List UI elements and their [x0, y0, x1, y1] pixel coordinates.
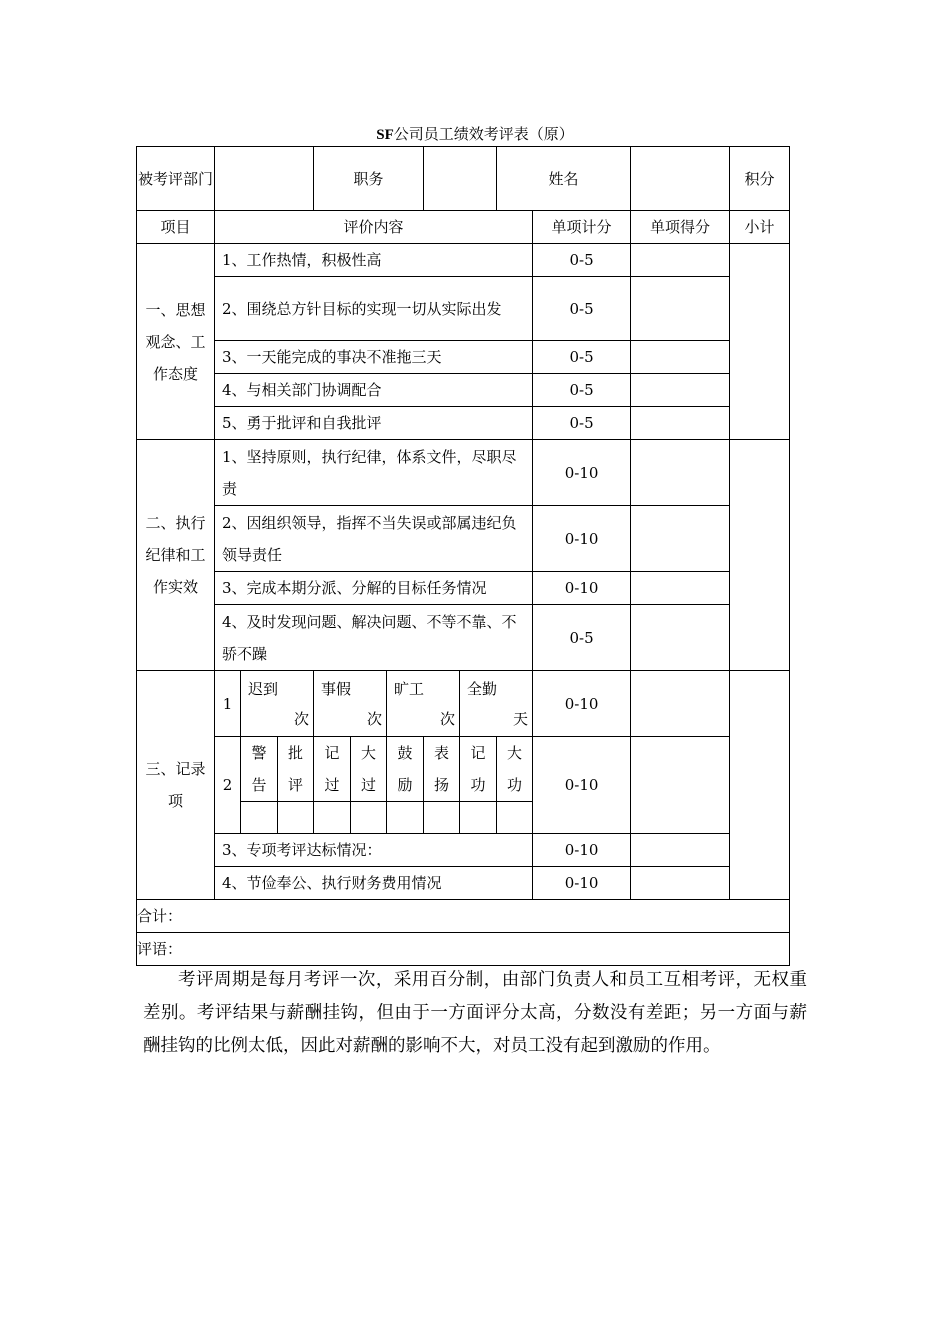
- header-row: [137, 147, 790, 211]
- position-field[interactable]: [424, 147, 497, 211]
- section1-score-3[interactable]: [631, 341, 730, 374]
- table-row: [137, 244, 790, 277]
- merit-count[interactable]: [460, 802, 497, 834]
- section1-item-5: 5、勇于批评和自我批评: [215, 407, 533, 440]
- section1-score-4[interactable]: [631, 374, 730, 407]
- major-demerit-label: 大过: [351, 737, 387, 802]
- late-unit: 次: [294, 709, 310, 728]
- section2-range-2: 0-10: [533, 506, 631, 572]
- demerit-count[interactable]: [314, 802, 351, 834]
- section3-score-4[interactable]: [631, 867, 730, 900]
- table-row: [137, 407, 790, 440]
- section3-range-1: 0-10: [533, 671, 631, 737]
- table-row: [137, 506, 790, 572]
- section2-range-4: 0-5: [533, 605, 631, 671]
- score-label: 积分: [730, 147, 790, 211]
- section3-score-3[interactable]: [631, 834, 730, 867]
- section2-subtotal[interactable]: [730, 440, 790, 671]
- table-row: [137, 440, 790, 506]
- encourage-count[interactable]: [387, 802, 424, 834]
- major-merit-count[interactable]: [497, 802, 533, 834]
- section2-item-3: 3、完成本期分派、分解的目标任务情况: [215, 572, 533, 605]
- section3-score-2[interactable]: [631, 737, 730, 834]
- section1-range-1: 0-5: [533, 244, 631, 277]
- table-row: [137, 277, 790, 341]
- section3-range-2: 0-10: [533, 737, 631, 834]
- encourage-label: 鼓励: [387, 737, 424, 802]
- section1-item-2: 2、围绕总方针目标的实现一切从实际出发: [215, 277, 533, 341]
- column-header-row: [137, 211, 790, 244]
- table-row: [137, 572, 790, 605]
- section3-item-4: 4、节俭奉公、执行财务费用情况: [215, 867, 533, 900]
- major-demerit-count[interactable]: [351, 802, 387, 834]
- section3-name: 三、记录项: [137, 671, 215, 900]
- col-subtotal: 小计: [730, 211, 790, 244]
- section1-subtotal[interactable]: [730, 244, 790, 440]
- section2-range-3: 0-10: [533, 572, 631, 605]
- section2-item-4: 4、及时发现问题、解决问题、不等不靠、不骄不躁: [215, 605, 533, 671]
- section3-range-3: 0-10: [533, 834, 631, 867]
- leave-cell[interactable]: [314, 671, 387, 737]
- col-max: 单项计分: [533, 211, 631, 244]
- warning-label: 警告: [241, 737, 278, 802]
- table-row: [137, 605, 790, 671]
- table-row: [137, 671, 790, 737]
- section1-score-1[interactable]: [631, 244, 730, 277]
- section1-name: 一、思想观念、工作态度: [137, 244, 215, 440]
- comment-row: [137, 933, 790, 966]
- section2-score-2[interactable]: [631, 506, 730, 572]
- dept-label: 被考评部门: [137, 147, 215, 211]
- section3-range-4: 0-10: [533, 867, 631, 900]
- criticism-count[interactable]: [278, 802, 314, 834]
- leave-label: 事假: [321, 679, 352, 698]
- table-row: [137, 341, 790, 374]
- section3-row1-num: 1: [215, 671, 241, 737]
- section1-item-3: 3、一天能完成的事决不准拖三天: [215, 341, 533, 374]
- late-cell[interactable]: [241, 671, 314, 737]
- section3-row2-num: 2: [215, 737, 241, 834]
- section3-subtotal[interactable]: [730, 671, 790, 900]
- section1-range-2: 0-5: [533, 277, 631, 341]
- section1-score-5[interactable]: [631, 407, 730, 440]
- section1-item-1: 1、工作热情，积极性高: [215, 244, 533, 277]
- leave-unit: 次: [367, 709, 383, 728]
- section3-item-3: 3、专项考评达标情况：: [215, 834, 533, 867]
- col-got: 单项得分: [631, 211, 730, 244]
- section1-range-3: 0-5: [533, 341, 631, 374]
- table-row: [137, 374, 790, 407]
- table-row: [137, 867, 790, 900]
- section3-score-1[interactable]: [631, 671, 730, 737]
- col-content: 评价内容: [215, 211, 533, 244]
- section2-item-2: 2、因组织领导，指挥不当失误或部属违纪负领导责任: [215, 506, 533, 572]
- section2-range-1: 0-10: [533, 440, 631, 506]
- full-attendance-unit: 天: [513, 709, 529, 728]
- position-label: 职务: [314, 147, 424, 211]
- table-row: [137, 737, 790, 802]
- warning-count[interactable]: [241, 802, 278, 834]
- title-text: 公司员工绩效考评表（原）: [393, 125, 574, 143]
- criticism-label: 批评: [278, 737, 314, 802]
- total-row: [137, 900, 790, 933]
- section2-item-1: 1、坚持原则，执行纪律，体系文件，尽职尽责: [215, 440, 533, 506]
- section1-item-4: 4、与相关部门协调配合: [215, 374, 533, 407]
- full-attendance-cell[interactable]: [460, 671, 533, 737]
- section2-score-3[interactable]: [631, 572, 730, 605]
- section1-score-2[interactable]: [631, 277, 730, 341]
- evaluation-table: [136, 146, 790, 966]
- title-prefix: SF: [376, 127, 394, 143]
- section1-range-4: 0-5: [533, 374, 631, 407]
- merit-label: 记功: [460, 737, 497, 802]
- major-merit-label: 大功: [497, 737, 533, 802]
- absent-label: 旷工: [394, 679, 425, 698]
- demerit-label: 记过: [314, 737, 351, 802]
- name-label: 姓名: [497, 147, 631, 211]
- section2-score-1[interactable]: [631, 440, 730, 506]
- praise-count[interactable]: [424, 802, 460, 834]
- absent-unit: 次: [440, 709, 456, 728]
- absent-cell[interactable]: [387, 671, 460, 737]
- section2-name: 二、执行纪律和工作实效: [137, 440, 215, 671]
- section1-range-5: 0-5: [533, 407, 631, 440]
- page-title: [0, 124, 950, 145]
- total-label[interactable]: 合计：: [137, 900, 790, 933]
- table-row: [137, 834, 790, 867]
- description-paragraph: 考评周期是每月考评一次，采用百分制，由部门负责人和员工互相考评，无权重差别。考评结果与薪酬挂钩，但由于一方面评分太高，分数没有差距；另一方面与薪酬挂钩的比例太低，因此对薪酬的影响不大，对员工没有起到激励的作用。: [143, 970, 807, 1056]
- section2-score-4[interactable]: [631, 605, 730, 671]
- full-attendance-label: 全勤: [467, 679, 498, 698]
- praise-label: 表扬: [424, 737, 460, 802]
- comment-label[interactable]: 评语：: [137, 933, 790, 966]
- name-field[interactable]: [631, 147, 730, 211]
- dept-field[interactable]: [215, 147, 314, 211]
- col-item: 项目: [137, 211, 215, 244]
- late-label: 迟到: [248, 679, 279, 698]
